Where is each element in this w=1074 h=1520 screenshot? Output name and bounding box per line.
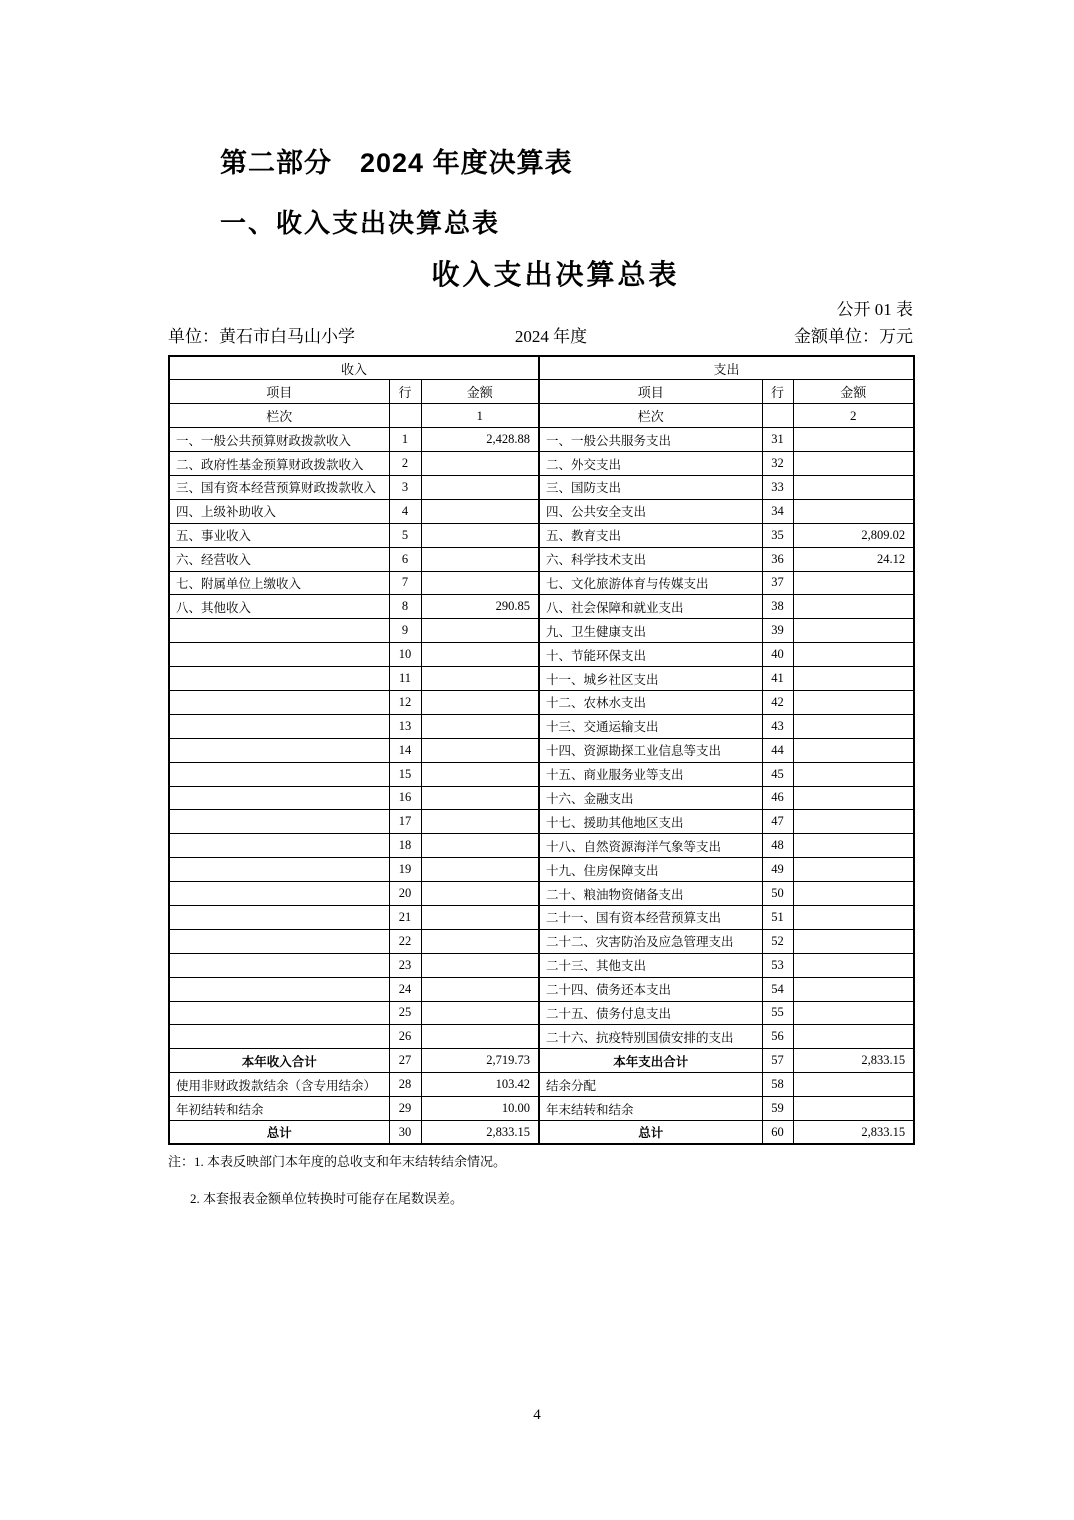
expense-item-cell: 十六、金融支出 (539, 786, 762, 810)
income-amount-cell (421, 1001, 539, 1025)
income-amount-cell (421, 834, 539, 858)
expense-lanci-empty (762, 404, 793, 428)
expense-line-cell: 46 (762, 786, 793, 810)
expense-line-cell: 56 (762, 1025, 793, 1049)
expense-line-cell: 40 (762, 643, 793, 667)
expense-line-cell: 31 (762, 428, 793, 452)
expense-column-number: 2 (793, 404, 914, 428)
table-row (169, 1001, 914, 1025)
income-item-cell (169, 929, 389, 953)
expense-line-header: 行 (762, 380, 793, 404)
income-item-cell (169, 738, 389, 762)
expense-amount-cell (793, 786, 914, 810)
income-amount-cell: 2,428.88 (421, 428, 539, 452)
expense-item-cell: 二十五、债务付息支出 (539, 1001, 762, 1025)
income-line-cell: 12 (389, 690, 421, 714)
income-amount-cell (421, 499, 539, 523)
table-row (169, 643, 914, 667)
expense-line-cell: 51 (762, 905, 793, 929)
expense-line-cell: 44 (762, 738, 793, 762)
expense-item-cell: 九、卫生健康支出 (539, 619, 762, 643)
expense-line-cell: 48 (762, 834, 793, 858)
income-item-cell (169, 690, 389, 714)
table-row (169, 1073, 914, 1097)
income-amount-cell (421, 953, 539, 977)
table-row (169, 1097, 914, 1121)
table-row (169, 571, 914, 595)
income-line-cell: 27 (389, 1049, 421, 1073)
expense-amount-cell (793, 714, 914, 738)
income-amount-cell (421, 738, 539, 762)
table-code-label: 公开 01 表 (836, 300, 913, 319)
expense-line-cell: 37 (762, 571, 793, 595)
income-amount-cell: 2,833.15 (421, 1121, 539, 1145)
table-row (169, 953, 914, 977)
expense-item-cell: 结余分配 (539, 1073, 762, 1097)
income-item-cell: 三、国有资本经营预算财政拨款收入 (169, 475, 389, 499)
income-amount-cell (421, 667, 539, 691)
income-item-cell (169, 905, 389, 929)
expense-line-cell: 59 (762, 1097, 793, 1121)
income-item-cell (169, 786, 389, 810)
expense-item-cell: 二、外交支出 (539, 452, 762, 476)
expense-amount-cell: 2,809.02 (793, 523, 914, 547)
income-line-cell: 28 (389, 1073, 421, 1097)
income-line-cell: 1 (389, 428, 421, 452)
subsection-heading: 一、收入支出决算总表 (220, 208, 501, 238)
expense-amount-cell (793, 858, 914, 882)
expense-line-cell: 47 (762, 810, 793, 834)
income-section-header: 收入 (169, 356, 539, 380)
income-item-header: 项目 (169, 380, 389, 404)
income-line-cell: 3 (389, 475, 421, 499)
expense-item-cell: 二十二、灾害防治及应急管理支出 (539, 929, 762, 953)
income-line-cell: 23 (389, 953, 421, 977)
expense-line-cell: 54 (762, 977, 793, 1001)
expense-item-cell: 十八、自然资源海洋气象等支出 (539, 834, 762, 858)
expense-amount-cell (793, 882, 914, 906)
expense-amount-cell (793, 690, 914, 714)
expense-item-cell: 五、教育支出 (539, 523, 762, 547)
table-row (169, 523, 914, 547)
expense-amount-cell (793, 953, 914, 977)
table-row (169, 475, 914, 499)
income-amount-cell (421, 882, 539, 906)
income-amount-cell (421, 714, 539, 738)
table-row (169, 762, 914, 786)
income-item-cell (169, 834, 389, 858)
income-line-cell: 20 (389, 882, 421, 906)
expense-amount-cell (793, 905, 914, 929)
table-row (169, 905, 914, 929)
income-item-cell: 总计 (169, 1121, 389, 1145)
income-item-cell: 本年收入合计 (169, 1049, 389, 1073)
expense-amount-cell (793, 977, 914, 1001)
expense-amount-cell (793, 452, 914, 476)
expense-line-cell: 52 (762, 929, 793, 953)
expense-line-cell: 41 (762, 667, 793, 691)
income-item-cell: 使用非财政拨款结余（含专用结余） (169, 1073, 389, 1097)
column-number-row (169, 404, 914, 428)
amount-unit-label: 金额单位：万元 (794, 327, 913, 346)
expense-amount-cell (793, 929, 914, 953)
expense-item-cell: 十、节能环保支出 (539, 643, 762, 667)
expense-amount-cell (793, 1025, 914, 1049)
table-row (169, 977, 914, 1001)
expense-line-cell: 36 (762, 547, 793, 571)
income-amount-cell (421, 858, 539, 882)
income-amount-cell: 290.85 (421, 595, 539, 619)
income-line-cell: 7 (389, 571, 421, 595)
expense-item-cell: 四、公共安全支出 (539, 499, 762, 523)
expense-item-header: 项目 (539, 380, 762, 404)
income-item-cell (169, 1025, 389, 1049)
column-header-row (169, 380, 914, 404)
income-amount-cell (421, 810, 539, 834)
income-item-cell: 二、政府性基金预算财政拨款收入 (169, 452, 389, 476)
expense-lanci-label: 栏次 (539, 404, 762, 428)
expense-amount-cell (793, 1097, 914, 1121)
income-item-cell: 六、经营收入 (169, 547, 389, 571)
income-line-cell: 18 (389, 834, 421, 858)
income-amount-cell (421, 619, 539, 643)
income-item-cell (169, 643, 389, 667)
table-row (169, 428, 914, 452)
expense-amount-cell (793, 619, 914, 643)
income-line-cell: 4 (389, 499, 421, 523)
income-item-cell: 四、上级补助收入 (169, 499, 389, 523)
income-line-cell: 2 (389, 452, 421, 476)
expense-amount-cell: 2,833.15 (793, 1049, 914, 1073)
expense-line-cell: 58 (762, 1073, 793, 1097)
income-item-cell (169, 1001, 389, 1025)
income-amount-cell: 2,719.73 (421, 1049, 539, 1073)
income-item-cell: 八、其他收入 (169, 595, 389, 619)
expense-amount-cell: 2,833.15 (793, 1121, 914, 1145)
income-item-cell: 年初结转和结余 (169, 1097, 389, 1121)
table-row (169, 499, 914, 523)
income-amount-cell (421, 452, 539, 476)
table-row (169, 929, 914, 953)
expense-item-cell: 十四、资源勘探工业信息等支出 (539, 738, 762, 762)
expense-amount-cell (793, 595, 914, 619)
expense-item-cell: 六、科学技术支出 (539, 547, 762, 571)
table-row (169, 1121, 914, 1145)
income-amount-header: 金额 (421, 380, 539, 404)
expense-line-cell: 60 (762, 1121, 793, 1145)
table-row (169, 595, 914, 619)
expense-amount-cell (793, 738, 914, 762)
income-column-number: 1 (421, 404, 539, 428)
income-line-cell: 8 (389, 595, 421, 619)
income-line-cell: 24 (389, 977, 421, 1001)
expense-amount-cell (793, 834, 914, 858)
income-amount-cell (421, 977, 539, 1001)
income-item-cell (169, 762, 389, 786)
table-row (169, 619, 914, 643)
expense-line-cell: 39 (762, 619, 793, 643)
table-row (169, 858, 914, 882)
income-amount-cell (421, 523, 539, 547)
expense-amount-cell (793, 643, 914, 667)
income-line-cell: 26 (389, 1025, 421, 1049)
table-row (169, 810, 914, 834)
expense-item-cell: 七、文化旅游体育与传媒支出 (539, 571, 762, 595)
fiscal-year-label: 2024 年度 (514, 327, 588, 346)
expense-line-cell: 49 (762, 858, 793, 882)
expense-line-cell: 57 (762, 1049, 793, 1073)
unit-name-label: 单位：黄石市白马山小学 (168, 327, 355, 346)
section-heading: 第二部分 2024 年度决算表 (220, 148, 573, 178)
income-item-cell (169, 882, 389, 906)
income-line-cell: 9 (389, 619, 421, 643)
expense-item-cell: 二十、粮油物资储备支出 (539, 882, 762, 906)
expense-item-cell: 十五、商业服务业等支出 (539, 762, 762, 786)
income-item-cell (169, 619, 389, 643)
expense-item-cell: 十九、住房保障支出 (539, 858, 762, 882)
income-line-cell: 21 (389, 905, 421, 929)
income-amount-cell (421, 929, 539, 953)
income-item-cell: 七、附属单位上缴收入 (169, 571, 389, 595)
income-amount-cell (421, 690, 539, 714)
expense-amount-cell (793, 475, 914, 499)
section-header-row (169, 356, 914, 380)
table-row (169, 1049, 914, 1073)
income-line-cell: 17 (389, 810, 421, 834)
expense-line-cell: 42 (762, 690, 793, 714)
expense-amount-cell (793, 1073, 914, 1097)
income-amount-cell (421, 786, 539, 810)
expense-item-cell: 一、一般公共服务支出 (539, 428, 762, 452)
income-line-cell: 15 (389, 762, 421, 786)
income-lanci-empty (389, 404, 421, 428)
table-row (169, 882, 914, 906)
table-row (169, 786, 914, 810)
expense-amount-cell (793, 571, 914, 595)
expense-item-cell: 十一、城乡社区支出 (539, 667, 762, 691)
income-line-cell: 16 (389, 786, 421, 810)
income-amount-cell (421, 762, 539, 786)
table-row (169, 834, 914, 858)
expense-item-cell: 二十三、其他支出 (539, 953, 762, 977)
income-amount-cell: 10.00 (421, 1097, 539, 1121)
table-row (169, 738, 914, 762)
income-line-cell: 10 (389, 643, 421, 667)
expense-amount-cell (793, 428, 914, 452)
income-amount-cell (421, 643, 539, 667)
income-item-cell (169, 667, 389, 691)
expense-line-cell: 32 (762, 452, 793, 476)
expense-amount-cell (793, 1001, 914, 1025)
expense-item-cell: 十二、农林水支出 (539, 690, 762, 714)
table-row (169, 667, 914, 691)
income-line-cell: 30 (389, 1121, 421, 1145)
income-amount-cell (421, 475, 539, 499)
income-line-cell: 25 (389, 1001, 421, 1025)
income-line-cell: 19 (389, 858, 421, 882)
income-amount-cell (421, 547, 539, 571)
expense-line-cell: 53 (762, 953, 793, 977)
income-line-cell: 11 (389, 667, 421, 691)
income-line-cell: 13 (389, 714, 421, 738)
income-item-cell (169, 714, 389, 738)
income-line-cell: 29 (389, 1097, 421, 1121)
expense-amount-cell: 24.12 (793, 547, 914, 571)
table-row (169, 1025, 914, 1049)
expense-item-cell: 年末结转和结余 (539, 1097, 762, 1121)
income-item-cell: 一、一般公共预算财政拨款收入 (169, 428, 389, 452)
expense-item-cell: 二十四、债务还本支出 (539, 977, 762, 1001)
expense-item-cell: 总计 (539, 1121, 762, 1145)
expense-line-cell: 55 (762, 1001, 793, 1025)
expense-line-cell: 45 (762, 762, 793, 786)
income-amount-cell: 103.42 (421, 1073, 539, 1097)
expense-amount-cell (793, 667, 914, 691)
expense-item-cell: 十七、援助其他地区支出 (539, 810, 762, 834)
income-item-cell (169, 858, 389, 882)
income-lanci-label: 栏次 (169, 404, 389, 428)
note-1: 注：1. 本表反映部门本年度的总收支和年末结转结余情况。 (168, 1154, 507, 1169)
expense-amount-header: 金额 (793, 380, 914, 404)
expense-item-cell: 本年支出合计 (539, 1049, 762, 1073)
expense-line-cell: 33 (762, 475, 793, 499)
table-body (169, 356, 914, 1144)
income-item-cell (169, 977, 389, 1001)
expense-line-cell: 34 (762, 499, 793, 523)
table-row (169, 452, 914, 476)
note-2: 2. 本套报表金额单位转换时可能存在尾数误差。 (190, 1191, 464, 1206)
page-number: 4 (533, 1407, 541, 1423)
income-item-cell: 五、事业收入 (169, 523, 389, 547)
table-title: 收入支出决算总表 (431, 260, 680, 291)
income-amount-cell (421, 1025, 539, 1049)
expense-amount-cell (793, 499, 914, 523)
income-item-cell (169, 810, 389, 834)
income-line-header: 行 (389, 380, 421, 404)
expense-section-header: 支出 (539, 356, 914, 380)
expense-item-cell: 二十六、抗疫特别国债安排的支出 (539, 1025, 762, 1049)
table-row (169, 547, 914, 571)
income-item-cell (169, 953, 389, 977)
income-line-cell: 14 (389, 738, 421, 762)
expense-amount-cell (793, 810, 914, 834)
expense-line-cell: 35 (762, 523, 793, 547)
table-row (169, 690, 914, 714)
income-line-cell: 5 (389, 523, 421, 547)
table-row (169, 714, 914, 738)
expense-amount-cell (793, 762, 914, 786)
income-line-cell: 6 (389, 547, 421, 571)
expense-line-cell: 50 (762, 882, 793, 906)
income-expense-table (168, 355, 915, 1145)
income-amount-cell (421, 571, 539, 595)
expense-item-cell: 二十一、国有资本经营预算支出 (539, 905, 762, 929)
expense-item-cell: 十三、交通运输支出 (539, 714, 762, 738)
expense-item-cell: 三、国防支出 (539, 475, 762, 499)
expense-line-cell: 43 (762, 714, 793, 738)
expense-line-cell: 38 (762, 595, 793, 619)
expense-item-cell: 八、社会保障和就业支出 (539, 595, 762, 619)
income-amount-cell (421, 905, 539, 929)
income-line-cell: 22 (389, 929, 421, 953)
